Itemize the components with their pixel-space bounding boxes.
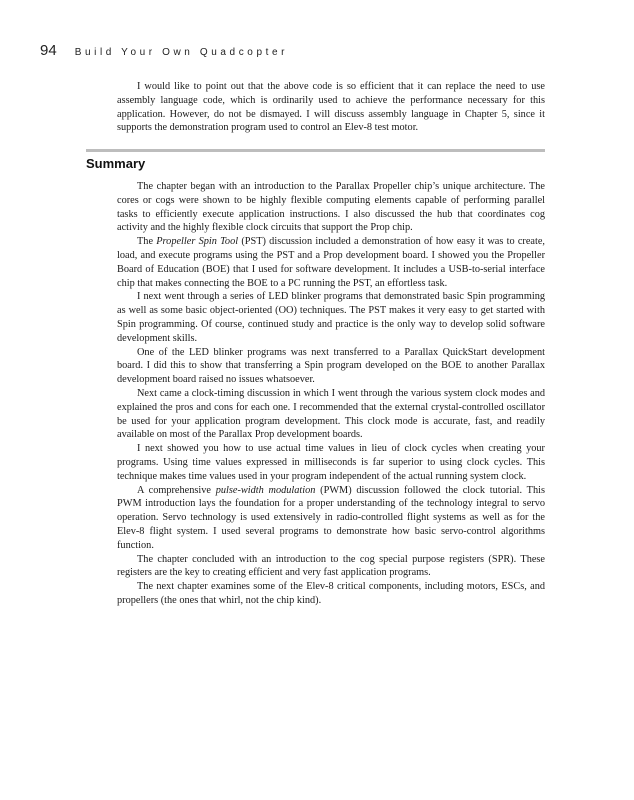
- p7-rest: (PWM) discussion followed the clock tutorial. This PWM introduction lays the foundation for a proper understanding of the technology integral to servo operation. Servo technology is used extensively in radio-controlled flight systems as well as for the Elev-8 flight system. I used several programs to demonstrate how basic servo-control algorithms function.: [117, 484, 545, 551]
- summary-body: [117, 180, 545, 608]
- summary-paragraph-3: I next went through a series of LED blinker programs that demonstrated basic Spin programming as well as some basic object-oriented (OO) techniques. The PST makes it very easy to get started with Spin programming. Of course, continued study and practice is the only way to develop solid software development skills.: [117, 291, 545, 344]
- p2-rest: (PST) discussion included a demonstration of how easy it was to create, load, and execute programs using the PST and a Prop development board. I showed you the Propeller Board of Education (BOE) that I used for software development. It includes a USB-to-serial interface chip that makes connecting the BOE to a PC running the PST, an effortless task.: [117, 236, 545, 289]
- running-header: [40, 42, 288, 60]
- summary-paragraph-8: The chapter concluded with an introduction to the cog special purpose registers (SPR). These registers are the key to creating efficient and very fast application programs.: [117, 553, 545, 579]
- summary-paragraph-6: I next showed you how to use actual time values in lieu of clock cycles when creating your programs. Using time values expressed in milliseconds is far superior to using clock cycles. This technique makes time values used in your program independent of the actual running system clock.: [117, 443, 545, 482]
- summary-paragraph-7: [117, 484, 545, 553]
- p7-prefix: A comprehensive: [137, 484, 216, 496]
- p2-italic-term: Propeller Spin Tool: [156, 236, 239, 248]
- section-divider: [86, 149, 545, 152]
- section-heading-summary: Summary: [86, 156, 146, 171]
- book-title: Build Your Own Quadcopter: [74, 47, 289, 58]
- summary-paragraph-5: Next came a clock-timing discussion in which I went through the various system clock modes and explained the pros and cons for each one. I recommended that the external crystal-controlled oscillator be used for your application program development. This clock mode is accurate, fast, and readily available on most of the Parallax Prop development boards.: [117, 387, 545, 441]
- p2-prefix: The: [137, 236, 157, 248]
- summary-paragraph-9: The next chapter examines some of the Elev-8 critical components, including motors, ESCs, and propellers (the ones that whirl, not the chip kind).: [117, 581, 545, 606]
- summary-paragraph-4: One of the LED blinker programs was next transferred to a Parallax QuickStart development board. I did this to show that transferring a Spin program developed on the BOE to another Parallax development board raised no issues whatsoever.: [117, 346, 545, 386]
- intro-paragraph: I would like to point out that the above code is so efficient that it can replace the need to use assembly language code, which is ordinarily used to achieve the performance necessary for this application. However, do not be dismayed. I will discuss assembly language in Chapter 5, since it supports the demonstration program used to control an Elev-8 test motor.: [117, 81, 545, 134]
- summary-paragraph-2: [117, 235, 545, 290]
- summary-paragraph-1: The chapter began with an introduction to the Parallax Propeller chip’s unique architecture. The cores or cogs were shown to be highly flexible computing elements capable of performing parallel tasks to efficiently execute application instructions. I also discussed the hub that coordinates cog activity and the highly flexible clock circuits that support the Prop chip.: [117, 181, 545, 234]
- page-number: 94: [40, 42, 57, 59]
- p7-italic-term: pulse-width modulation: [215, 484, 316, 496]
